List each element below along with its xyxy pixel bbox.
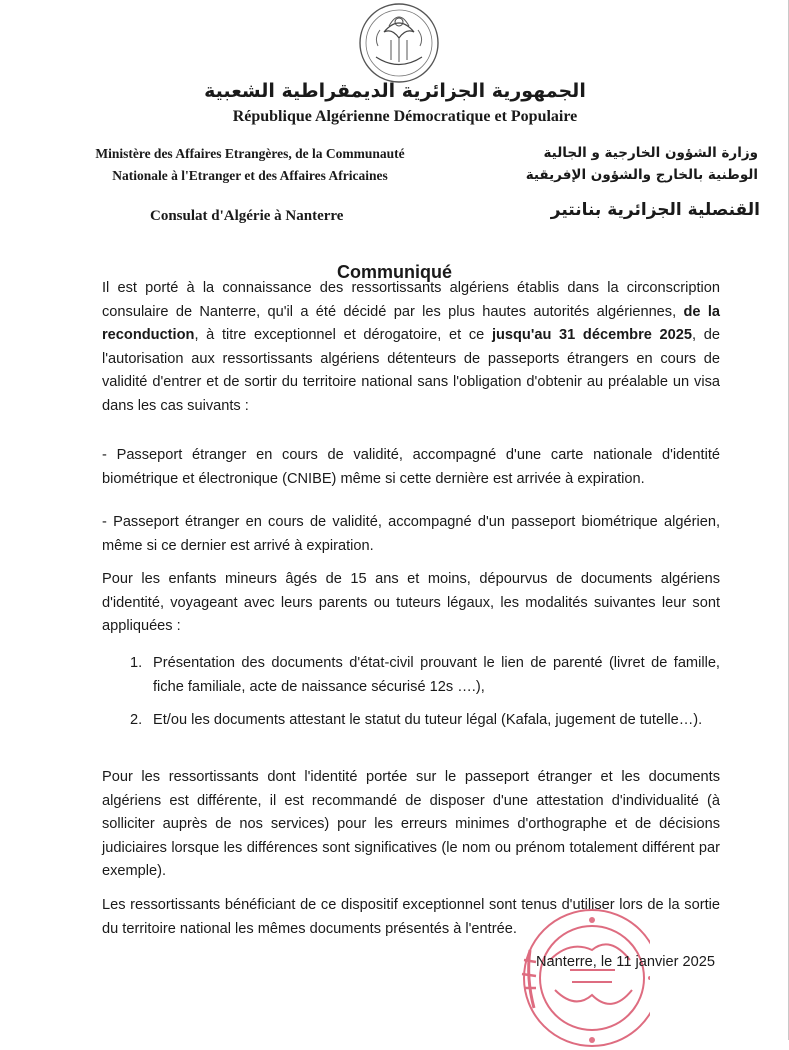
intro-emphasis: de la reconduction [102, 303, 720, 343]
consulate-french: Consulat d'Algérie à Nanterre [150, 208, 344, 224]
case-item: - Passeport étranger en cours de validité, accompagné d'un passeport biométrique algérien, même si ce dernier est arrivé à expiration. [102, 514, 720, 554]
list-number: 1. [130, 655, 143, 671]
case-item: - Passeport étranger en cours de validité, accompagné d'une carte nationale d'identité biométrique et électronique (CNIBE) même si cette dernière est arrivée à expiration. [102, 447, 720, 487]
arabic-republic-title: الجمهورية الجزائرية الديمقراطية الشعبية [204, 80, 586, 102]
intro-deadline: jusqu'au 31 décembre 2025 [491, 327, 693, 343]
ministry-arabic-line: وزارة الشؤون الخارجية و الجالية [543, 145, 758, 161]
closing-paragraph: Les ressortissants bénéficiant de ce dispositif exceptionnel sont tenus d'utiliser lors de la sortie du territoire national les mêmes documents présentés à l'entrée. [102, 897, 720, 937]
minors-paragraph: Pour les enfants mineurs âgés de 15 ans et moins, dépourvus de documents algériens d'identité, voyageant avec leurs parents ou tuteurs légaux, les modalités suivantes leur sont appliquées : [102, 571, 720, 634]
ministry-french [60, 143, 440, 187]
consulate-arabic: القنصلية الجزائرية بنانتير [550, 200, 760, 220]
state-emblem-icon [356, 2, 442, 84]
intro-text: , à titre exceptionnel et dérogatoire, et ce [194, 327, 492, 343]
page-title: Communiqué [337, 262, 452, 282]
french-republic-title: République Algérienne Démocratique et Populaire [232, 108, 578, 125]
ministry-arabic [495, 142, 758, 186]
ministry-arabic-line: الوطنية بالخارج والشؤون الإفريقية [525, 167, 758, 183]
list-number: 2. [130, 712, 143, 728]
identity-paragraph: Pour les ressortissants dont l'identité portée sur le passeport étranger et les documents algériens est différente, il est recommandé de disposer d'une attestation d'individualité (à solliciter auprès de nos services) pour les erreurs minimes d'orthographe et de décisions judiciaires lorsque les différences sont significatives (le nom ou prénom totalement différent par exemple). [102, 769, 720, 879]
list-item [130, 652, 720, 699]
intro-text: , de l'autorisation aux ressortissants algériens détenteurs de passeports étrangers en cours de validité d'entrer et de sortir du territoire national sans l'obligation d'obtenir au préalable un visa dans les cas suivants : [102, 327, 720, 414]
ministry-french-line: Ministère des Affaires Etrangères, de la Communauté [95, 146, 405, 161]
intro-paragraph [102, 277, 720, 418]
ministry-french-line: Nationale à l'Etranger et des Affaires Africaines [112, 168, 388, 183]
consulate-seal-icon [500, 890, 650, 1050]
list-item [130, 709, 720, 733]
intro-text: Il est porté à la connaissance des ressortissants algériens établis dans la circonscription consulaire de Nanterre, qu'il a été décidé par les plus hautes autorités algériennes, [102, 280, 720, 320]
list-text: Présentation des documents d'état-civil prouvant le lien de parenté (livret de famille, fiche familiale, acte de naissance sécurisé 12s ….), [153, 655, 720, 695]
date-line: Nanterre, le 11 janvier 2025 [536, 954, 716, 970]
list-text: Et/ou les documents attestant le statut du tuteur légal (Kafala, jugement de tutelle…). [153, 712, 703, 728]
